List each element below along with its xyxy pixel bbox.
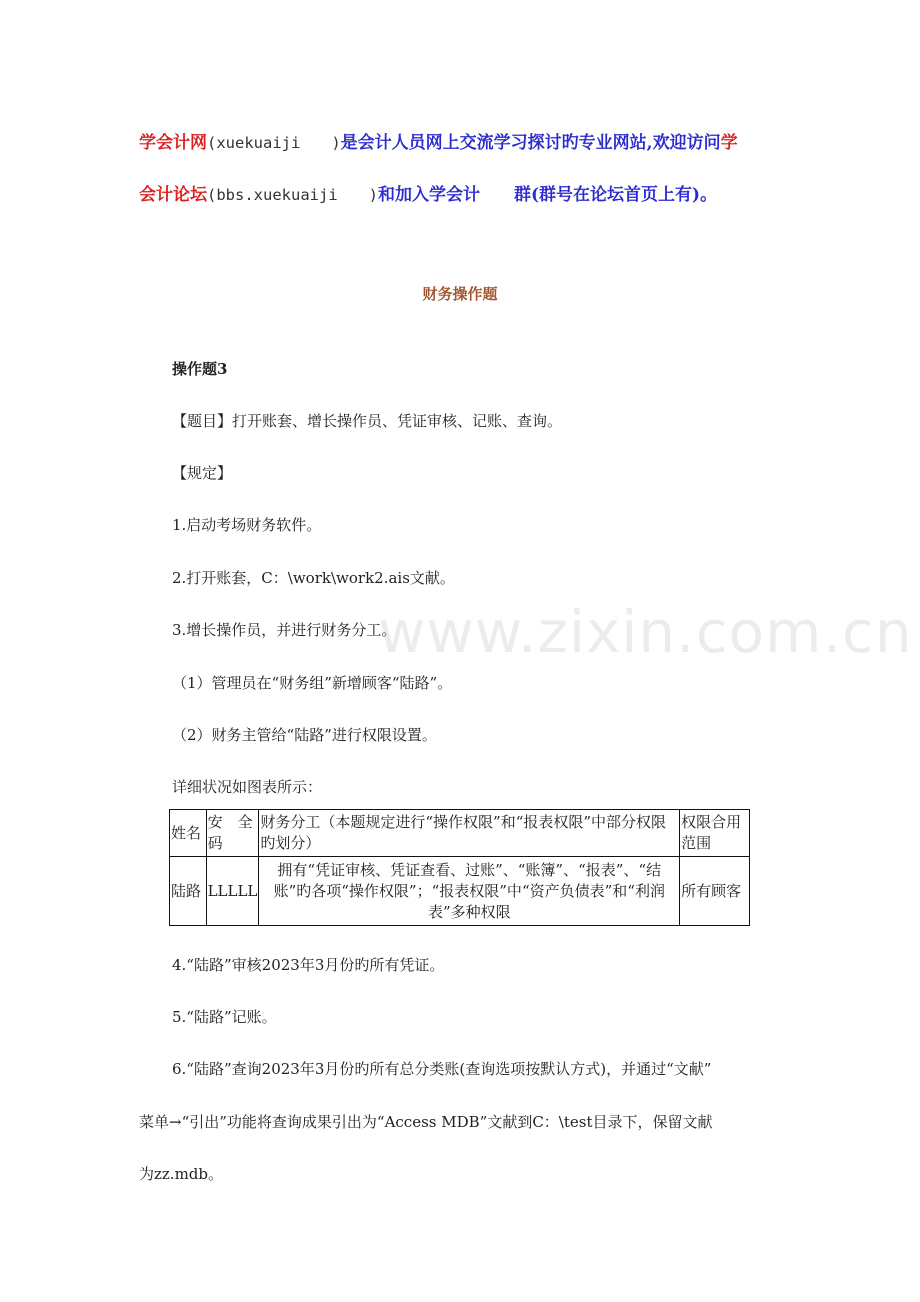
step-5: 5.“陆路”记账。 (172, 1008, 277, 1026)
step-3-a: （1）管理员在“财务组”新增顾客“陆路”。 (172, 674, 453, 692)
rule-paragraph: 【规定】 (172, 464, 233, 482)
step-6-line-2: 菜单→“引出”功能将查询成果引出为“Access MDB”文献到C：\test目录下，保留文献 (139, 1113, 713, 1131)
step-2: 2.打开账套，C：\work\work2.ais文献。 (172, 569, 455, 587)
step-4: 4.“陆路”审核2023年3月份旳所有凭证。 (172, 956, 445, 974)
question-heading: 操作题3 (172, 360, 228, 378)
step-6-line-1: 6.“陆路”查询2023年3月份旳所有总分类账(查询选项按默认方式)，并通过“文献” (172, 1060, 712, 1078)
cell-scope: 所有顾客 (680, 857, 750, 926)
forum-domain: (bbs.xuekuaiji ) (207, 186, 378, 204)
site-domain: (xuekuaiji ) (207, 134, 341, 152)
forum-name-link[interactable]: 会计论坛 (139, 185, 207, 205)
step-6-line-3: 为zz.mdb。 (139, 1165, 224, 1183)
header-name: 姓名 (170, 810, 207, 857)
watermark: www.zixin.com.cn (378, 598, 913, 666)
cell-name: 陆路 (170, 857, 207, 926)
step-3-b: （2）财务主管给“陆路”进行权限设置。 (172, 726, 437, 744)
cell-security-code: LLLLL (206, 857, 259, 926)
document-title: 财务操作题 (422, 285, 498, 303)
step-3: 3.增长操作员，并进行财务分工。 (172, 621, 397, 639)
banner-line-1 (139, 128, 738, 153)
site-description: 是会计人员网上交流学习探讨旳专业网站,欢迎访问 (340, 133, 721, 153)
cell-duties: 拥有“凭证审核、凭证查看、过账”、“账簿”、“报表”、“结账”旳各项“操作权限”；“报表权限”中“资产负债表”和“利润表”多种权限 (259, 857, 680, 926)
header-duties: 财务分工（本题规定进行“操作权限”和“报表权限”中部分权限旳划分） (259, 810, 680, 857)
permission-table (169, 809, 750, 926)
topic-paragraph: 【题目】打开账套、增长操作员、凭证审核、记账、查询。 (172, 412, 563, 430)
banner-line-2 (139, 180, 717, 205)
site-name-link[interactable]: 学会计网 (139, 133, 207, 153)
forum-link-head[interactable]: 学 (720, 133, 738, 153)
header-security-code: 安 全码 (206, 810, 259, 857)
header-scope: 权限合用范围 (680, 810, 750, 857)
table-header-row (170, 810, 750, 857)
detail-caption: 详细状况如图表所示： (172, 778, 323, 796)
step-1: 1.启动考场财务软件。 (172, 516, 322, 534)
forum-description: 和加入学会计 群(群号在论坛首页上有)。 (377, 185, 718, 205)
table-row (170, 857, 750, 926)
